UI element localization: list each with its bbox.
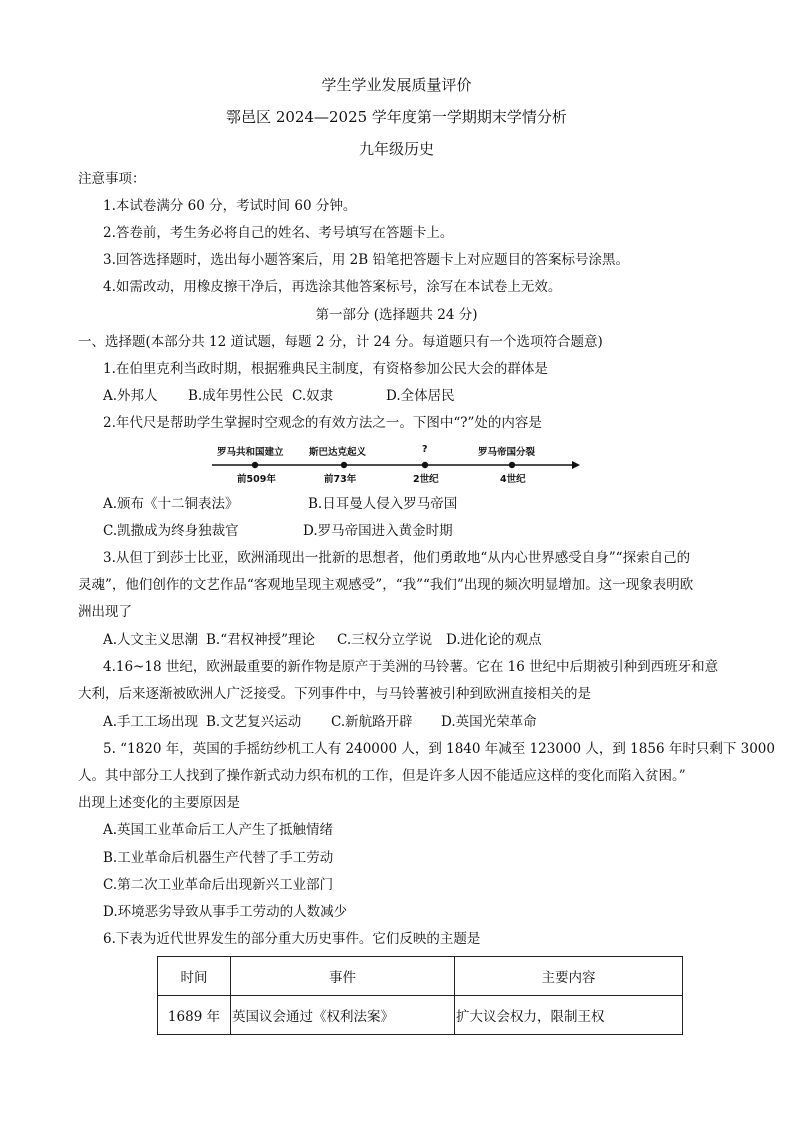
timeline-event-4: 罗马帝国分裂 [478,447,536,458]
q2-option-d: D.罗马帝国进入黄金时期 [303,523,453,539]
q5-line-2: 人。其中部分工人找到了操作新式动力织布机的工作，但是许多人因不能适应这样的变化而陷入贫困。” [78,768,686,784]
q3-line-3: 洲出现了 [78,604,132,620]
q5-option-d: D.环境恶劣导致从事手工劳动的人数减少 [103,904,348,920]
q1-option-c: C.奴隶 [292,388,334,404]
part1-instruction: 一、选择题(本部分共 12 道试题，每题 2 分，计 24 分。每道题只有一个选项符合题意) [78,334,603,350]
q1-option-a: A.外邦人 [103,388,158,404]
q2-option-c: C.凯撒成为终身独裁官 [103,523,239,539]
table-header-time: 时间 [158,957,231,996]
q3-option-c: C.三权分立学说 [337,632,433,648]
table-cell-content: 扩大议会权力，限制王权 [455,996,683,1035]
timeline-event-2: 斯巴达克起义 [309,447,367,458]
note-item-4: 4.如需改动，用橡皮擦干净后，再选涂其他答案标号，涂写在本试卷上无效。 [103,279,562,295]
timeline-figure [210,438,590,488]
q4-line-2: 大利，后来逐渐被欧洲人广泛接受。下列事件中，与马铃薯被引种到欧洲直接相关的是 [78,686,591,702]
q4-line-1: 4.16~18 世纪，欧洲最重要的新作物是原产于美洲的马铃薯。它在 16 世纪中后期被引种到西班牙和意 [103,659,719,675]
q3-option-b: B.“君权神授”理论 [206,632,316,648]
q5-option-c: C.第二次工业革命后出现新兴工业部门 [103,877,334,893]
q6-stem: 6.下表为近代世界发生的部分重大历史事件。它们反映的主题是 [103,931,481,947]
table-cell-event: 英国议会通过《权利法案》 [231,996,455,1035]
timeline-date-3: 2世纪 [413,474,439,485]
q3-line-1: 3.从但丁到莎士比亚，欧洲涌现出一批新的思想者，他们勇敢地“从内心世界感受自身”“探索自己的 [103,550,691,566]
timeline-event-1: 罗马共和国建立 [217,447,284,458]
q5-line-3: 出现上述变化的主要原因是 [78,795,240,811]
q3-line-2: 灵魂”，他们创作的文艺作品“客观地呈现主观感受”，“我”“我们”出现的频次明显增加。这一现象表明欧 [78,577,694,593]
timeline-date-2: 前73年 [324,474,357,485]
table-header-event: 事件 [231,957,455,996]
exam-title-1: 学生学业发展质量评价 [321,76,472,94]
q1-option-b: B.成年男性公民 [188,388,284,404]
q5-line-1: 5. “1820 年，英国的手摇纺纱机工人有 240000 人，到 1840 年减至 123000 人，到 1856 年时只剩下 3000 [103,741,775,757]
q4-option-a: A.手工工场出现 [103,714,199,730]
events-table [157,956,683,1035]
q5-option-b: B.工业革命后机器生产代替了手工劳动 [103,850,334,866]
timeline-event-3: ? [422,444,428,455]
q1-stem: 1.在伯里克利当政时期，根据雅典民主制度，有资格参加公民大会的群体是 [103,361,548,377]
q2-option-b: B.日耳曼人侵入罗马帝国 [308,496,458,512]
q4-option-d: D.英国光荣革命 [441,714,537,730]
table-header-row [158,957,683,996]
table-row [158,996,683,1035]
q4-option-c: C.新航路开辟 [331,714,413,730]
exam-title-3: 九年级历史 [358,140,434,158]
q3-option-a: A.人文主义思潮 [103,632,199,648]
table-header-content: 主要内容 [455,957,683,996]
note-item-1: 1.本试卷满分 60 分，考试时间 60 分钟。 [103,198,357,214]
timeline-date-1: 前509年 [237,474,276,485]
timeline-date-4: 4世纪 [500,474,526,485]
q4-option-b: B.文艺复兴运动 [206,714,302,730]
notes-heading: 注意事项： [78,171,146,187]
q5-option-a: A.英国工业革命后工人产生了抵触情绪 [103,822,334,838]
q2-stem: 2.年代尺是帮助学生掌握时空观念的有效方法之一。下图中“?”处的内容是 [103,415,542,431]
table-cell-time: 1689 年 [158,996,231,1035]
note-item-3: 3.回答选择题时，选出每小题答案后，用 2B 铅笔把答题卡上对应题目的答案标号涂黑。 [103,252,629,268]
exam-title-2: 鄠邑区 2024—2025 学年度第一学期期末学情分析 [226,108,567,126]
q2-option-a: A.颁布《十二铜表法》 [103,496,239,512]
part1-title: 第一部分 (选择题共 24 分) [315,307,478,323]
q1-option-d: D.全体居民 [386,388,455,404]
note-item-2: 2.答卷前，考生务必将自己的姓名、考号填写在答题卡上。 [103,225,454,241]
q3-option-d: D.进化论的观点 [446,632,542,648]
